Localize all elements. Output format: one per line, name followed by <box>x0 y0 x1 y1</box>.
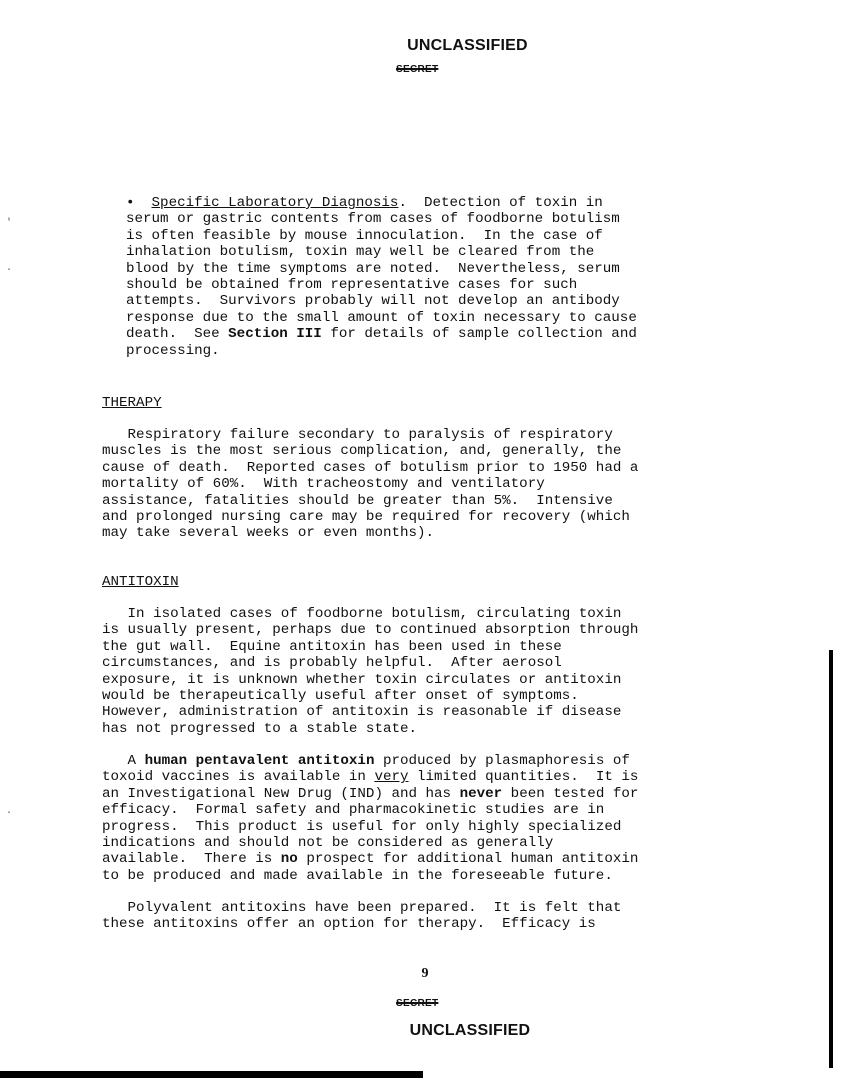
diagnosis-line: is often feasible by mouse innoculation. In the case of <box>126 227 603 244</box>
text-line: these antitoxins offer an option for therapy. Efficacy is <box>102 916 596 933</box>
classification-header: UNCLASSIFIED <box>407 37 528 54</box>
margin-speck: ' <box>6 218 13 229</box>
text-line: Respiratory failure secondary to paralysis of respiratory <box>102 427 613 443</box>
scan-bottom-bar <box>0 1071 423 1078</box>
emphasis-text: human pentavalent antitoxin <box>144 753 375 769</box>
text-line: indications and should not be considered as generally <box>102 835 554 852</box>
diagnosis-line: should be obtained from representative cases for such <box>126 277 578 294</box>
margin-speck: · <box>6 808 13 819</box>
text-line: efficacy. Formal safety and pharmacokinetic studies are in <box>102 802 605 819</box>
diagnosis-line: for details of sample collection and <box>321 326 637 343</box>
text-line: mortality of 60%. With tracheostomy and ventilatory <box>102 476 545 493</box>
antitoxin-paragraph-2 <box>102 753 638 884</box>
antitoxin-paragraph-3 <box>102 900 621 933</box>
text-line: However, administration of antitoxin is reasonable if disease <box>102 704 622 721</box>
emphasis-text: no <box>280 851 298 868</box>
margin-speck: · <box>6 265 13 276</box>
text-line: has not progressed to a stable state. <box>102 720 418 737</box>
text-line: to be produced and made available in the foreseeable future. <box>102 867 613 884</box>
text-line: muscles is the most serious complication, and, generally, the <box>102 443 622 460</box>
diagnosis-line: attempts. Survivors probably will not develop an antibody <box>126 293 620 310</box>
text-line: Polyvalent antitoxins have been prepared. It is felt that <box>102 900 622 916</box>
text-line: and prolonged nursing care may be required for recovery (which <box>102 509 630 526</box>
diagnosis-line: blood by the time symptoms are noted. Nevertheless, serum <box>126 260 620 277</box>
text-line: is usually present, perhaps due to continued absorption through <box>102 622 639 639</box>
scan-edge-bar <box>829 650 833 1068</box>
text-line: would be therapeutically useful after onset of symptoms. <box>102 688 579 705</box>
text-line: circumstances, and is probably helpful. After aerosol <box>102 655 562 672</box>
diagnosis-line: death. See <box>126 326 229 343</box>
text-line: assistance, fatalities should be greater than 5%. Intensive <box>102 492 613 509</box>
text-line: limited quantities. It is <box>408 769 639 786</box>
diagnosis-line: serum or gastric contents from cases of foodborne botulism <box>126 211 620 228</box>
page-number: 9 <box>421 966 429 981</box>
text-line: In isolated cases of foodborne botulism, circulating toxin <box>102 606 622 622</box>
text-line: A <box>102 753 145 769</box>
emphasis-text: never <box>459 785 503 802</box>
classification-footer: UNCLASSIFIED <box>409 1022 531 1039</box>
text-line: an Investigational New Drug (IND) and has <box>102 785 460 802</box>
diagnosis-line: inhalation botulism, toxin may well be cleared from the <box>126 244 595 261</box>
text-line: available. There is <box>102 851 281 868</box>
antitoxin-heading: ANTITOXIN <box>102 574 179 590</box>
bullet-icon: • <box>126 195 135 211</box>
text-line: may take several weeks or even months). <box>102 525 435 542</box>
text-line: been tested for <box>502 785 639 802</box>
text-line: toxoid vaccines is available in <box>102 769 375 786</box>
text-line: progress. This product is useful for only highly specialized <box>102 818 622 835</box>
secret-marking-footer: SECRET <box>396 998 439 1009</box>
diagnosis-line: . Detection of toxin in <box>398 195 603 211</box>
emphasis-text: very <box>374 769 409 786</box>
therapy-paragraph <box>102 427 638 542</box>
diagnosis-section <box>126 195 637 359</box>
secret-marking-header: SECRET <box>396 64 439 75</box>
antitoxin-paragraph-1 <box>102 606 638 737</box>
diagnosis-line: response due to the small amount of toxin necessary to cause <box>126 309 637 326</box>
diagnosis-title: Specific Laboratory Diagnosis <box>151 195 399 211</box>
text-line: cause of death. Reported cases of botulism prior to 1950 had a <box>102 459 639 476</box>
text-line: the gut wall. Equine antitoxin has been used in these <box>102 638 562 655</box>
text-line: exposure, it is unknown whether toxin circulates or antitoxin <box>102 671 622 688</box>
text-line: prospect for additional human antitoxin <box>297 851 639 868</box>
therapy-heading: THERAPY <box>102 395 162 411</box>
diagnosis-line: processing. <box>126 342 220 359</box>
text-line: produced by plasmaphoresis of <box>374 753 630 769</box>
section-reference: Section III <box>228 326 322 343</box>
